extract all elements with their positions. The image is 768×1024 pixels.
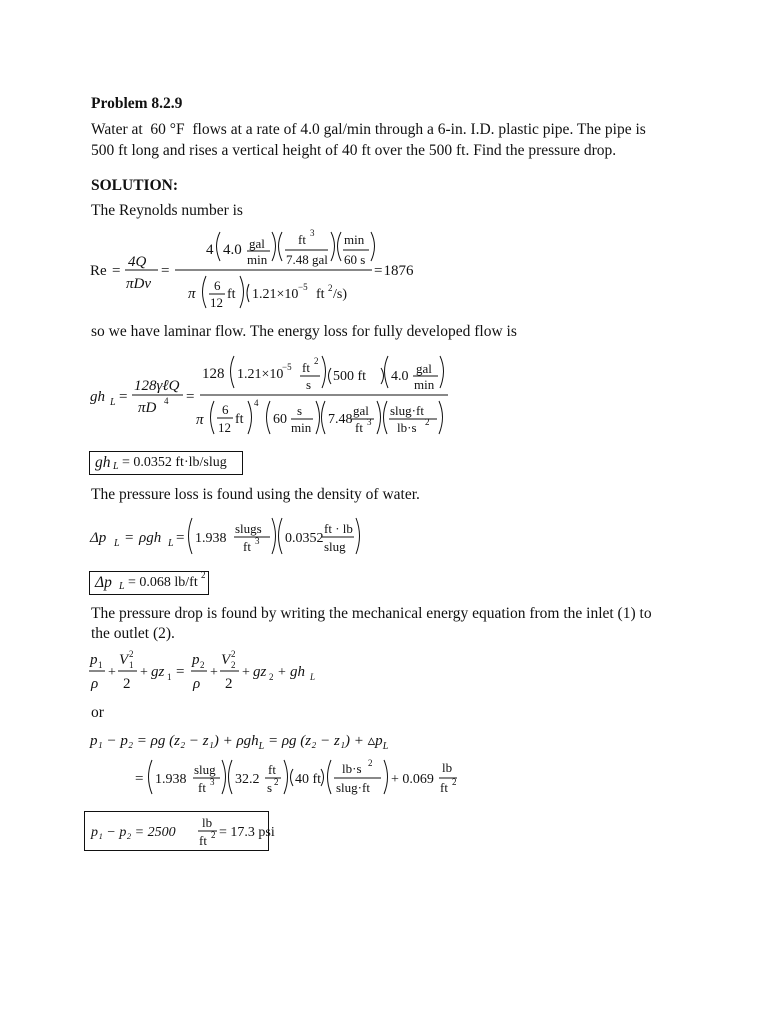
- ghl-conv-value: 7.48: [328, 412, 353, 427]
- bern-z2-sub: 2: [269, 672, 274, 682]
- paren-right: [284, 760, 288, 794]
- result-drop-unit-den-exp: 2: [211, 830, 216, 840]
- drop-add-den: ft: [440, 780, 448, 795]
- re-conv2-den: 60 s: [344, 252, 366, 267]
- laminar-text: so we have laminar flow. The energy loss for fully developed flow is: [91, 323, 517, 340]
- result-drop-equation: [85, 812, 275, 850]
- re-nu-value: 1.21×10: [252, 287, 299, 302]
- equals-sign: =: [112, 263, 121, 279]
- equals-sign: =: [176, 530, 185, 546]
- paren-left: [267, 401, 271, 434]
- bern-v2-exp: 2: [231, 649, 236, 659]
- bern-v2-sub: 2: [231, 660, 236, 670]
- ghl-time-num: s: [297, 403, 303, 418]
- reynolds-intro: The Reynolds number is: [91, 202, 243, 219]
- problem-statement-line2: 500 ft long and rises a vertical height of 40 ft over the 500 ft. Find the pressure drop.: [91, 142, 617, 159]
- result-dpl-exp: 2: [201, 570, 206, 580]
- ghl-nu-unit-exp: 2: [314, 356, 319, 366]
- pressure-loss-equation: [88, 510, 368, 565]
- re-nu-unit: ft: [316, 287, 325, 302]
- equals-sign: =: [125, 530, 134, 546]
- ghl-conv-den: ft: [355, 420, 363, 435]
- bern-two2: 2: [225, 676, 233, 692]
- drop-conv-num-exp: 2: [368, 758, 373, 768]
- ghl-d-unit: ft: [235, 412, 244, 427]
- drop-add-den-exp: 2: [452, 777, 457, 787]
- drop-rho-den: ft: [198, 780, 206, 795]
- re-frac-num: 4Q: [128, 254, 147, 270]
- bern-z1-sub: 1: [167, 672, 172, 682]
- ghl-unit-min: min: [414, 377, 435, 392]
- re-d-unit: ft: [227, 287, 236, 302]
- re-conv1-num: ft: [298, 232, 306, 247]
- paren-left: [247, 284, 249, 302]
- drop-line1: [89, 733, 389, 752]
- ghl-d-den: 12: [218, 420, 231, 435]
- ghl-nu-value: 1.21×10: [237, 367, 284, 382]
- ghl-time-den: min: [291, 420, 312, 435]
- paren-left: [328, 760, 332, 794]
- ghl-slug-den-exp: 2: [425, 417, 430, 427]
- re-flow-value: 4.0: [223, 242, 242, 258]
- result-dpl-box: [89, 571, 209, 595]
- dpl-lhs-sub: L: [114, 538, 120, 549]
- paren-right: [322, 356, 326, 388]
- bern-two1: 2: [123, 676, 131, 692]
- bern-v1: V: [119, 652, 129, 668]
- paren-right: [316, 401, 320, 434]
- plus-sign: +: [278, 665, 286, 680]
- re-conv1-num-exp: 3: [310, 228, 315, 238]
- ghl-lhs: gh: [90, 389, 105, 405]
- pressure-loss-text: The pressure loss is found using the density of water.: [91, 486, 420, 503]
- drop-g-den: s: [267, 780, 273, 795]
- ghl-slug-num: slug·ft: [390, 403, 424, 418]
- dpl-rho-ghl-sub: L: [168, 538, 174, 549]
- equals-sign: =: [135, 771, 144, 787]
- dpl-ghl-value: 0.0352: [285, 531, 324, 546]
- paren-right: [321, 769, 324, 786]
- bern-ghl: gh: [290, 664, 305, 680]
- paren-left: [229, 760, 233, 794]
- ghl-slug-den: lb·s: [397, 420, 417, 435]
- drop-line1-main: p₁ − p₂ = ρg (z₂ − z₁) + ρgh: [90, 733, 259, 749]
- mech-energy-text-line2: the outlet (2).: [91, 625, 175, 642]
- dpl-rho-value: 1.938: [195, 531, 227, 546]
- ghl-flow-value: 4.0: [391, 369, 409, 384]
- re-unit-gal: gal: [249, 236, 265, 251]
- paren-right: [377, 401, 381, 434]
- bern-p1: p: [90, 652, 98, 668]
- dpl-rho-num: slugs: [235, 521, 262, 536]
- paren-right: [248, 401, 252, 434]
- paren-right: [331, 232, 335, 261]
- ghl-nu-unit-num: ft: [302, 360, 310, 375]
- paren-right: [371, 232, 375, 261]
- ghl-pi: π: [196, 412, 204, 428]
- paren-right: [356, 518, 360, 554]
- bern-rho1: ρ: [91, 676, 99, 692]
- bern-p2-sub: 2: [200, 660, 205, 670]
- paren-left: [231, 356, 235, 388]
- ghl-length: 500 ft: [333, 369, 367, 384]
- paren-right: [240, 276, 244, 308]
- ghl-frac-den: πD: [138, 400, 157, 416]
- result-ghl-lhs: gh: [95, 454, 111, 471]
- paren-left: [149, 760, 153, 794]
- paren-left: [385, 356, 389, 388]
- ghl-coef: 128: [202, 366, 225, 382]
- dpl-rho-den: ft: [243, 539, 251, 554]
- bern-v2: V: [221, 652, 231, 668]
- re-coef: 4: [206, 242, 214, 258]
- paren-left: [217, 232, 221, 261]
- paren-left: [384, 401, 388, 434]
- result-dpl-value: = 0.068 lb/ft: [128, 575, 198, 590]
- paren-left: [279, 232, 283, 261]
- ghl-nu-unit-den: s: [306, 377, 312, 392]
- paren-right: [384, 760, 388, 794]
- result-drop-unit-num: lb: [202, 815, 213, 830]
- result-drop-box: [84, 811, 275, 851]
- ghl-unit-gal: gal: [416, 361, 432, 376]
- drop-g-num: ft: [268, 762, 276, 777]
- bern-v1-sub: 1: [129, 660, 134, 670]
- ghl-frac-num: 128γℓQ: [134, 378, 180, 394]
- re-nu-unit-tail: /s): [333, 287, 347, 302]
- re-lhs: Re: [90, 263, 107, 279]
- energy-loss-equation: [88, 344, 458, 444]
- paren-right: [272, 232, 276, 261]
- equals-sign: =: [161, 263, 170, 279]
- plus-sign: +: [210, 665, 218, 680]
- re-conv1-den: 7.48 gal: [286, 252, 328, 267]
- ghl-nu-exp: −5: [282, 362, 292, 372]
- bernoulli-equation: [88, 648, 348, 694]
- result-ghl-box: [89, 451, 243, 475]
- paren-left: [322, 401, 326, 434]
- drop-line1-tail: = ρg (z₂ − z₁) + ▵p: [264, 733, 383, 749]
- drop-conv-den: slug·ft: [336, 780, 370, 795]
- result-dpl-lhs-sub: L: [119, 581, 125, 592]
- drop-g-den-exp: 2: [274, 777, 279, 787]
- plus-sign: +: [108, 665, 116, 680]
- paren-right: [272, 518, 276, 554]
- dpl-rho-ghl: ρgh: [139, 530, 162, 546]
- dpl-lhs: Δp: [90, 530, 107, 546]
- drop-rho-den-exp: 3: [210, 777, 215, 787]
- bern-rho2: ρ: [193, 676, 201, 692]
- drop-height: 40 ft: [295, 772, 322, 787]
- paren-left: [279, 518, 283, 554]
- paren-left: [211, 401, 215, 434]
- drop-add-num: lb: [442, 760, 453, 775]
- result-drop-tail: = 17.3 psi: [219, 825, 275, 840]
- drop-add-value: + 0.069: [391, 772, 434, 787]
- bern-p1-sub: 1: [98, 660, 103, 670]
- re-result: =1876: [374, 263, 414, 279]
- equals-sign: =: [176, 664, 185, 680]
- re-result-value: 1876: [383, 263, 414, 279]
- result-drop-unit-den: ft: [199, 833, 207, 848]
- re-unit-min: min: [247, 252, 268, 267]
- ghl-d-exp: 4: [254, 398, 259, 408]
- equals-sign: =: [186, 389, 195, 405]
- dpl-ghl-num: ft · lb: [324, 521, 353, 536]
- reynolds-equation: [88, 222, 418, 317]
- re-pi: π: [188, 286, 196, 302]
- plus-sign: +: [140, 665, 148, 680]
- re-nu-unit-exp: 2: [328, 283, 333, 293]
- bern-ghl-sub: L: [310, 672, 316, 682]
- drop-line1-tail-sub: L: [382, 741, 389, 752]
- or-text: or: [91, 704, 104, 721]
- pressure-drop-equation: [88, 726, 468, 806]
- plus-sign: +: [242, 665, 250, 680]
- re-conv2-num: min: [344, 232, 365, 247]
- ghl-time-value: 60: [273, 412, 287, 427]
- re-d-num: 6: [214, 278, 221, 293]
- paren-left: [203, 276, 207, 308]
- problem-statement-line1: Water at 60 °F flows at a rate of 4.0 gal/min through a 6-in. I.D. plastic pipe. The pipe is: [91, 121, 646, 138]
- bern-p2: p: [192, 652, 200, 668]
- re-frac-den: πDν: [126, 276, 152, 292]
- dpl-rho-den-exp: 3: [255, 536, 260, 546]
- re-d-den: 12: [210, 295, 223, 310]
- bern-gz2: gz: [253, 664, 267, 680]
- paren-left: [329, 368, 332, 384]
- solution-heading: SOLUTION:: [91, 177, 178, 194]
- paren-left: [189, 518, 193, 554]
- bern-gz1: gz: [151, 664, 165, 680]
- paren-right: [440, 356, 444, 388]
- problem-title: Problem 8.2.9: [91, 95, 183, 112]
- ghl-lhs-sub: L: [110, 397, 116, 408]
- paren-right: [222, 760, 226, 794]
- ghl-conv-num: gal: [353, 403, 369, 418]
- mech-energy-text-line1: The pressure drop is found by writing the mechanical energy equation from the inlet (1) to: [91, 605, 652, 622]
- ghl-d-num: 6: [222, 402, 229, 417]
- ghl-frac-den-exp: 4: [164, 396, 169, 406]
- ghl-conv-den-exp: 3: [367, 417, 372, 427]
- drop-line1-sub: L: [258, 741, 265, 752]
- re-nu-exp: −5: [298, 282, 308, 292]
- paren-right: [381, 368, 384, 384]
- result-ghl-lhs-sub: L: [113, 461, 119, 472]
- result-drop-lhs: p₁ − p₂ = 2500: [91, 825, 176, 840]
- drop-g-value: 32.2: [235, 772, 260, 787]
- drop-rho-value: 1.938: [155, 772, 187, 787]
- dpl-ghl-den: slug: [324, 539, 346, 554]
- drop-conv-num: lb·s: [342, 761, 362, 776]
- drop-rho-num: slug: [194, 762, 216, 777]
- paren-right: [439, 401, 443, 434]
- equals-sign: =: [119, 389, 128, 405]
- bern-v1-exp: 2: [129, 649, 134, 659]
- paren-left: [338, 232, 342, 261]
- paren-left: [291, 769, 294, 786]
- result-dpl-lhs: Δp: [95, 574, 112, 591]
- result-ghl-value: = 0.0352 ft·lb/slug: [122, 455, 227, 470]
